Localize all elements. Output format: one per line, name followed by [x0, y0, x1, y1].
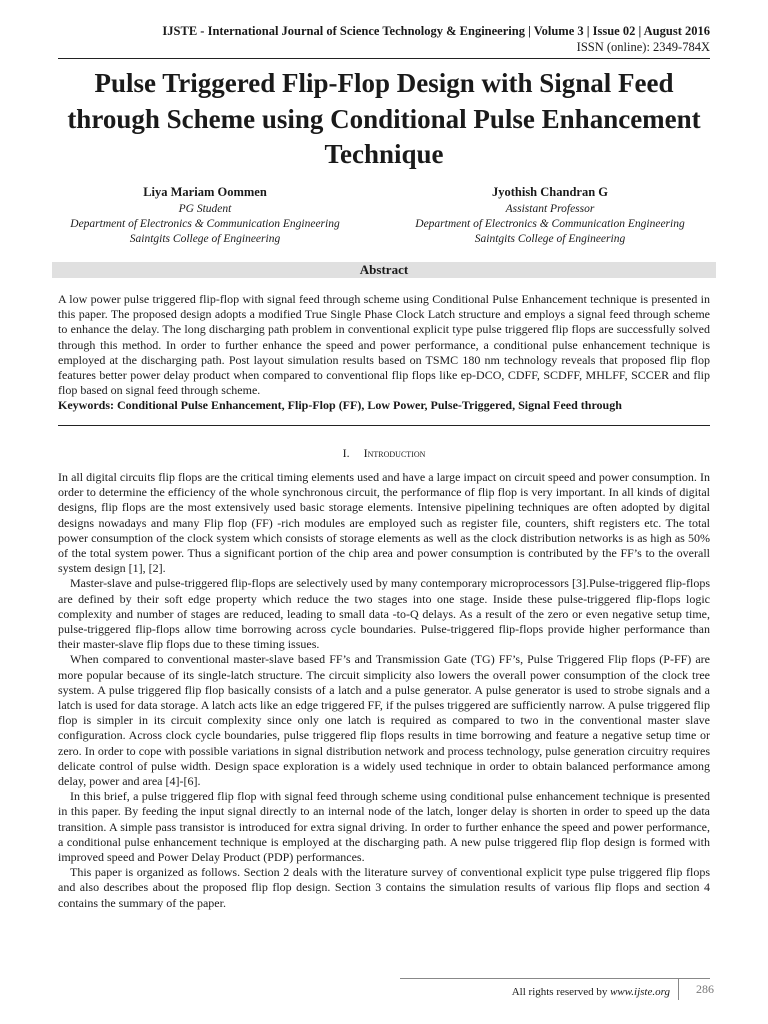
header-divider	[58, 58, 710, 59]
abstract-heading: Abstract	[52, 262, 716, 278]
author-name: Jyothish Chandran G	[491, 185, 608, 199]
author-college: Saintgits College of Engineering	[129, 233, 281, 245]
author-name: Liya Mariam Oommen	[143, 185, 267, 199]
author-department: Department of Electronics & Communication Engineering	[415, 218, 685, 230]
page-number: 286	[678, 978, 731, 1000]
section-heading	[58, 446, 710, 460]
author-role: PG Student	[178, 203, 232, 215]
author-role: Assistant Professor	[505, 203, 595, 215]
author-block-2	[380, 185, 720, 247]
section-body	[58, 470, 710, 911]
footer-rights	[430, 986, 670, 999]
journal-header: IJSTE - International Journal of Science Technology & Engineering | Volume 3 | Issue 02 | August 2016	[162, 24, 710, 38]
body-paragraph: When compared to conventional master-slave based FF’s and Transmission Gate (TG) FF’s, Pulse Triggered Flip flops (P-FF) are more popular because of its single-latch structure. The circuit simplicity also lowers the overall power consumption of the clock tree system. A pulse triggered flip flop basically consists of a latch and a pulse generator. A pulse generator is used to strobe signals and a latch is used for data storage. A latch acts like an edge triggered FF, if the pulses triggered are sufficiently narrow. A pulse triggered flip flop is simpler in its circuit complexity since only one latch is required as compared to two in the conventional master slave configuration. Across clock cycle boundaries, pulse triggered flip flops results in time borrowing and feature a negative setup time or zero. In order to cope with possible variations in signal distribution network and process technology, pulse generation circuitry requires delicate control of pulse width. Design space exploration is a widely used technique in order to obtain balanced performance among delay, power and area [4]-[6].	[58, 652, 710, 789]
author-block-1	[45, 185, 365, 247]
body-paragraph: In all digital circuits flip flops are the critical timing elements used and have a large impact on circuit speed and power consumption. In order to determine the efficiency of the whole synchronous circuit, the performance of flip flop is very important. In all kinds of digital designs, flip flops are the most extensively used basic storage elements. Intensive pipelining techniques are often adopted by digital designs nowadays and many Flip flop (FF) -rich modules are employed such as register file, counters, shift registers etc. The total power consumption of the clock system which consists of storage elements as well as the clock distribution networks is as high as 50% of the total system power. Thus a significant portion of the chip area and power consumption is contributed by the FF’s to the overall system design [1], [2].	[58, 470, 710, 576]
rights-text: All rights reserved by	[511, 986, 608, 998]
abstract-divider	[58, 425, 710, 426]
section-number: I.	[342, 446, 350, 460]
keywords-line: Keywords: Conditional Pulse Enhancement, Flip-Flop (FF), Low Power, Pulse-Triggered, Signal Feed through	[58, 398, 622, 412]
abstract-text: A low power pulse triggered flip-flop with signal feed through scheme using Conditional Pulse Enhancement technique is presented in this paper. The proposed design adopts a modified True Single Phase Clock Latch structure and employs a signal feed through scheme to enhance the delay. The long discharging path problem in conventional explicit type pulse triggered flip flops are successfully solved through this method. In order to further enhance the speed and power performance, a conditional pulse enhancement technique is employed at the discharging path. Post layout simulation results based on TSMC 180 nm technology reveals that proposed flip flop features better power delay product when compared to conventional flip flops like ep-DCO, CDFF, SCDFF, MHLFF, SCCER and flip flop based on signal feed through scheme.	[58, 292, 710, 398]
body-paragraph: In this brief, a pulse triggered flip flop with signal feed through scheme using conditional pulse enhancement technique is presented in this paper. By feeding the input signal directly to an internal node of the latch, longer delay is shorten in order to speed up the data transition. A simple pass transistor is introduced for extra signal driving. In order to further enhance the speed and power performance, a conditional pulse enhancement technique is employed at the discharging path. A new pulse triggered flip flop design is formed with improved speed and Power Delay Product (PDP) performances.	[58, 789, 710, 865]
paper-title: Pulse Triggered Flip-Flop Design with Signal Feed through Scheme using Conditional Pulse Enhancement Technique	[67, 68, 701, 169]
section-title: Introduction	[363, 446, 426, 460]
issn-line: ISSN (online): 2349-784X	[576, 40, 710, 54]
author-department: Department of Electronics & Communication Engineering	[70, 218, 340, 230]
body-paragraph: Master-slave and pulse-triggered flip-flops are selectively used by many contemporary microprocessors [3].Pulse-triggered flip-flops are defined by their soft edge property which reduce the two stages into one stage. Inside these pulse-triggered flip-flops logic complexity and number of stages are reduced, leading to small data -to-Q delays. As a result of the zero or even negative setup time, pulse-triggered flip-flops allow time borrowing across cycle boundaries. Pulse-triggered flip-flops provide higher performance than their master-slave flip flops due to these timing issues.	[58, 576, 710, 652]
body-paragraph: This paper is organized as follows. Section 2 deals with the literature survey of conventional explicit type pulse triggered flip flops and also describes about the proposed flip flop design. Section 3 contains the simulation results of various flip flops and section 4 contains the summary of the paper.	[58, 865, 710, 910]
site-link[interactable]: www.ijste.org	[610, 986, 670, 998]
author-college: Saintgits College of Engineering	[474, 233, 626, 245]
footer-divider	[400, 978, 710, 979]
